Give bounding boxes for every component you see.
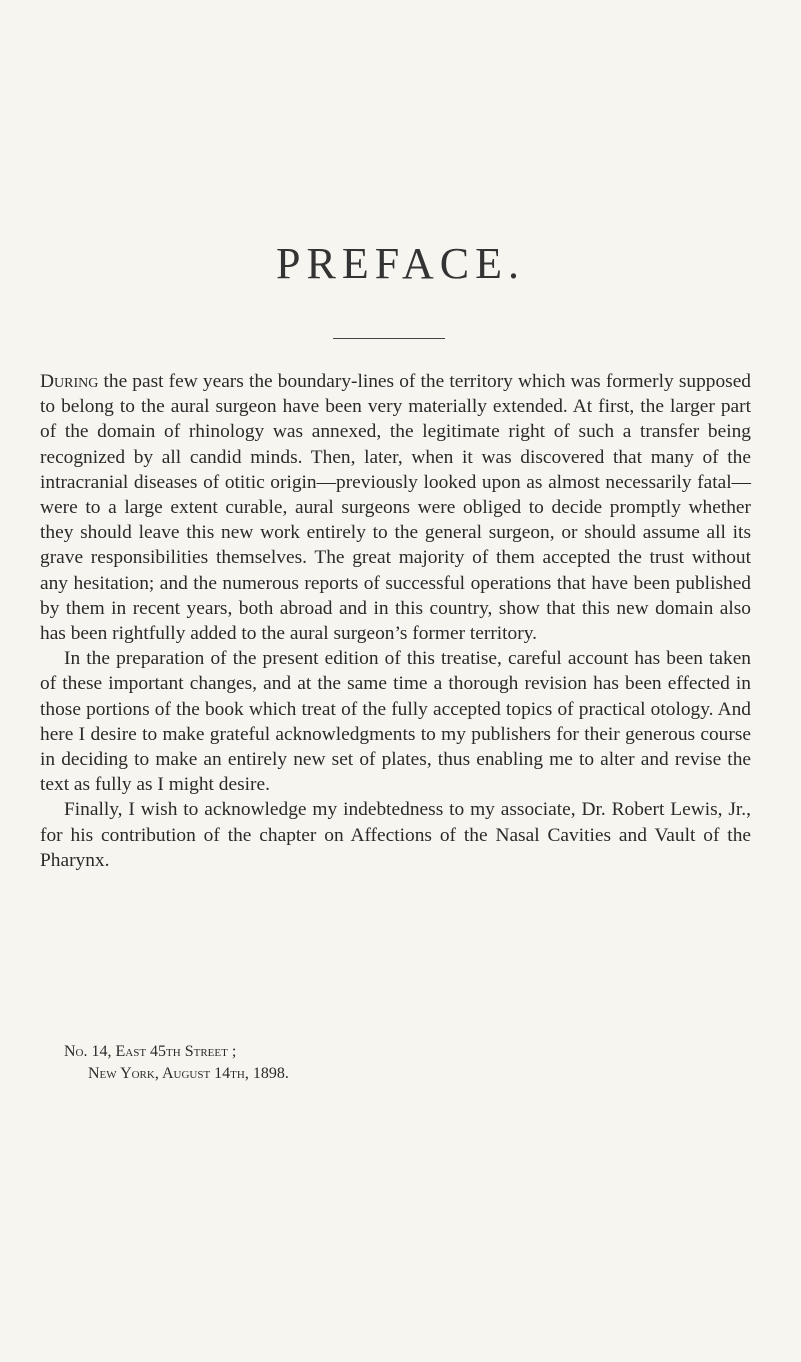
paragraph-1-text: the past few years the boundary-lines of the territory which was formerly supposed to belong to the aural surgeon have been very materially extended. At first, the larger part of the domain of rhinology was annexed, the legitimate right of such a transfer being recognized by all candid minds. Then, later, when it was discovered that many of the intracranial diseases of otitic origin—previously looked upon as almost necessarily fatal—were to a large extent curable, aural surgeons were obliged to decide promptly whether they should leave this new work entirely to the general surgeon, or should assume all its grave responsibilities themselves. The great majority of them accepted the trust without any hesitation; and the numerous reports of successful operations that have been published by them in recent years, both abroad and in this country, show that this new domain also has been rightfully added to the aural surgeon’s former territory. xyxy=(40,371,751,645)
page-title: PREFACE. xyxy=(276,239,525,288)
signature-block xyxy=(64,1041,289,1085)
paragraph-2: In the preparation of the present edition of this treatise, careful account has been taken of these important changes, and at the same time a thorough revision has been effected in those portions of the book which treat of the fully accepted topics of practical otology. And here I desire to make grateful acknowledgments to my publishers for their generous course in deciding to make an entirely new set of plates, thus enabling me to alter and revise the text as fully as I might desire. xyxy=(40,648,751,796)
paragraph-1 xyxy=(40,369,751,646)
preface-body xyxy=(40,369,751,873)
title-rule xyxy=(333,338,445,339)
signature-place-date: New York, August 14th, 1898. xyxy=(88,1065,289,1082)
signature-address: No. 14, East 45th Street ; xyxy=(64,1043,237,1060)
paragraph-3: Finally, I wish to acknowledge my indebtedness to my associate, Dr. Robert Lewis, Jr., for his contribution of the chapter on Affections of the Nasal Cavities and Vault of the Pharynx. xyxy=(40,799,751,871)
opening-word: During xyxy=(40,371,99,392)
